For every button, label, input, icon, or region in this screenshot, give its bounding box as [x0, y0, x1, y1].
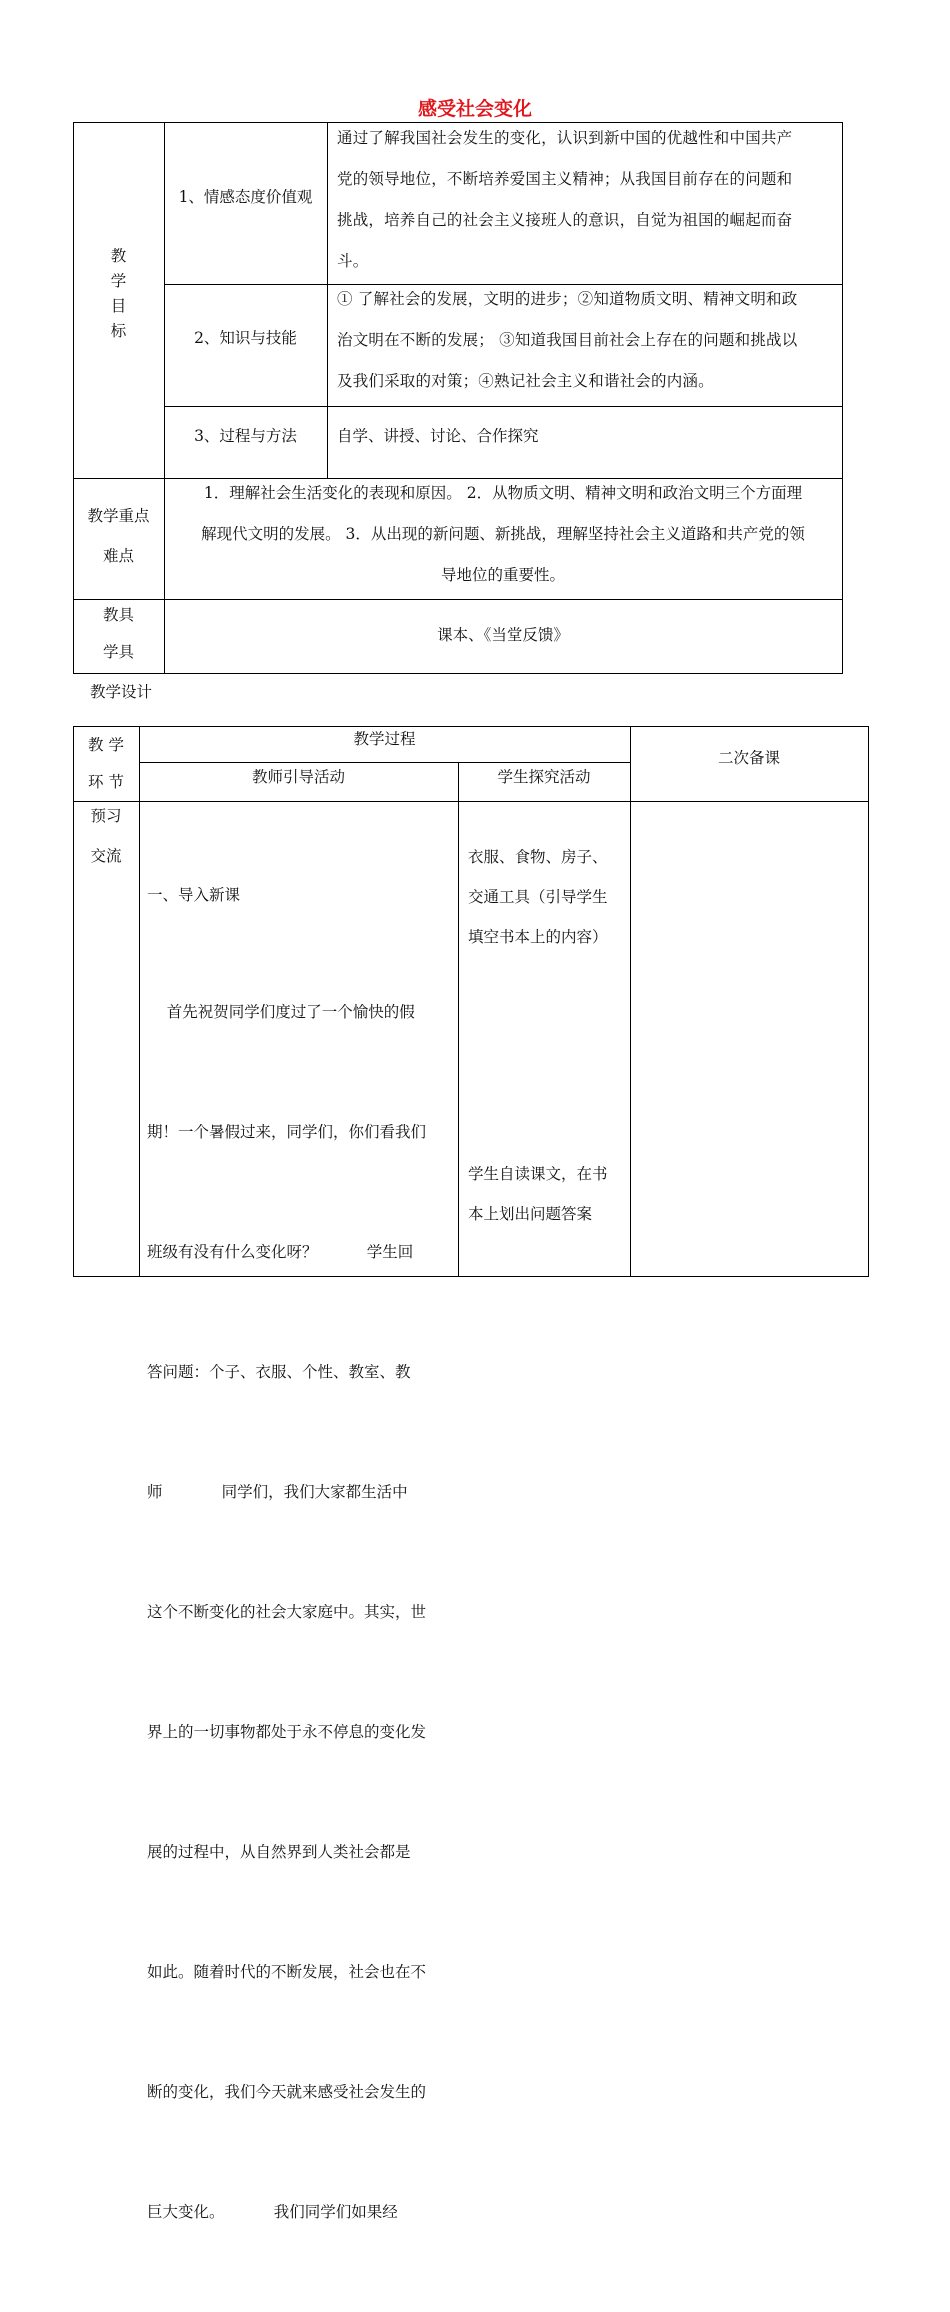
tools-label: 教具 学具 — [102, 606, 134, 661]
key-points-text: 1．理解社会生活变化的表现和原因。 2．从物质文明、精神文明和政治文明三个方面理 解现代文明的发展。 3．从出现的新问题、新挑战，理解坚持社会主义道路和共产党的领 导地位的重要性。 — [201, 484, 805, 584]
objective-desc-1: 通过了解我国社会发生的变化，认识到新中国的优越性和中国共产 党的领导地位，不断培养爱国主义精神；从我国目前存在的问题和 挑战，培养自己的社会主义接班人的意识，自觉为祖国的崛起而奋 斗。 — [337, 129, 793, 270]
objective-desc-3: 自学、讲授、讨论、合作探究 — [337, 427, 539, 445]
teacher-activity: 一、导入新课 首先祝贺同学们度过了一个愉快的假 期！一个暑假过来，同学们，你们看我们 班级有没有什么变化呀？ 学生回 答问题：个子、衣服、个性、教室、教 师 同学们，我们大家都生活中 这个不断变化的社会大家庭中。其实，世 界上的一切事物都处于永不停息的变化发 展的过程中，从自然界到人类社会都是 如此。随着时代的不断发展，社会也在不 断的变化，我们今天就来感受社会发生的 巨大变化。 我们同学们如果经 — [147, 886, 427, 2221]
student-activity-b: 学生自读课文，在书 本上划出问题答案 — [468, 1165, 608, 1223]
student-header: 学生探究活动 — [497, 768, 591, 786]
process-header: 教学过程 — [353, 730, 416, 748]
stage-cell: 预习 交流 — [90, 807, 122, 865]
student-activity-a: 衣服、食物、房子、 交通工具（引导学生 填空书本上的内容） — [468, 848, 608, 946]
objective-name-3: 3、过程与方法 — [194, 427, 297, 445]
prep-header: 二次备课 — [717, 749, 780, 767]
page-title: 感受社会变化 — [417, 98, 532, 120]
teacher-header: 教师引导活动 — [251, 768, 345, 786]
design-heading: 教学设计 — [90, 683, 153, 701]
stage-header: 教 学 环 节 — [88, 736, 124, 791]
objective-name-1: 1、情感态度价值观 — [178, 188, 313, 206]
objective-name-2: 2、知识与技能 — [194, 329, 297, 347]
key-points-label: 教学重点 难点 — [87, 507, 150, 565]
tools-value: 课本、《当堂反馈》 — [437, 626, 569, 644]
objectives-label: 教 学 目 标 — [110, 247, 127, 340]
objective-desc-2: ① 了解社会的发展，文明的进步；②知道物质文明、精神文明和政 治文明在不断的发展； ③知道我国目前社会上存在的问题和挑战以 及我们采取的对策；④熟记社会主义和谐社会的内涵。 — [337, 290, 798, 390]
